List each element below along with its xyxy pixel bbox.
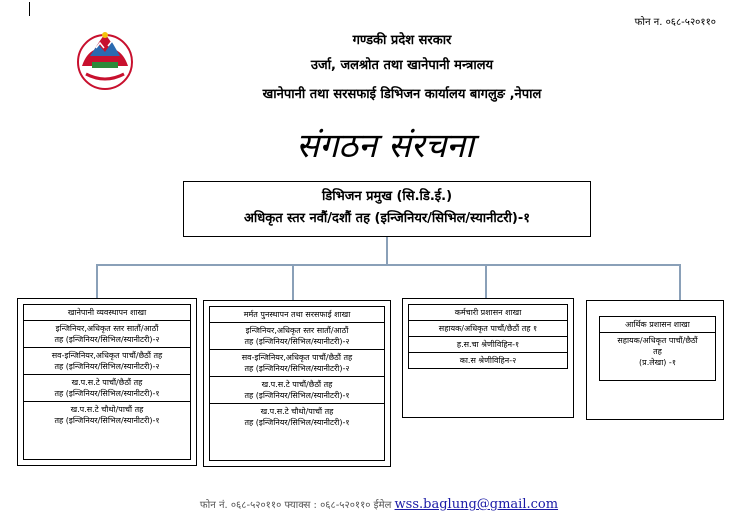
- unit-cell: इन्जिनियर,अधिकृत स्तर सातौं/आठौं तह (इन्जिनियर/सिभिल/स्यानीटरी)-२: [24, 321, 190, 348]
- head-box-line-2: अधिकृत स्तर नवौं/दशौं तह (इन्जिनियर/सिभिल/स्यानीटरी)-१: [243, 211, 531, 226]
- footer: [0, 497, 732, 512]
- connector-drop-3: [485, 264, 487, 299]
- footer-contact-text: फोन नं. ०६८-५२०११० फ्याक्स : ०६८-५२०११० ईमेल: [199, 500, 392, 511]
- unit-cell: सहायक/अधिकृत पाचौं/छैठौं तह (प्र.लेखा) -१: [617, 336, 698, 367]
- unit-staff-administration: [402, 298, 574, 418]
- header-line-1: गण्डकी प्रदेश सरकार: [352, 33, 452, 48]
- unit-title: कर्मचारी प्रशासन शाखा: [409, 305, 567, 321]
- connector-vertical-main: [386, 237, 388, 265]
- header-phone: फोन न. ०६८-५२०११०: [634, 17, 716, 28]
- unit-cell: सहायक/अधिकृत पाचौं/छैठौं तह १: [409, 321, 567, 337]
- unit-cell: सव-इन्जिनियर,अधिकृत पाचौं/छैठौं तह तह (इन्जिनियर/सिभिल/स्यानीटरी)-२: [210, 350, 384, 377]
- unit-cell: इन्जिनियर,अधिकृत स्तर सातौं/आठौं तह (इन्जिनियर/सिभिल/स्यानीटरी)-२: [210, 323, 384, 350]
- unit-maintenance-sanitation: [203, 300, 391, 467]
- unit-water-supply-management: [17, 298, 197, 466]
- connector-drop-2: [292, 264, 294, 301]
- unit-title: मर्मत पुनस्थापन तथा सरसफाई शाखा: [210, 307, 384, 323]
- unit-cell: ख.प.स.टे पाचौं/छैठौं तह तह (इन्जिनियर/सिभिल/स्यानीटरी)-१: [24, 375, 190, 402]
- connector-horizontal: [96, 264, 681, 266]
- header-line-3: खानेपानी तथा सरसफाई डिभिजन कार्यालय बागलुङ ,नेपाल: [262, 87, 542, 102]
- footer-email-link[interactable]: wss.baglung@gmail.com: [394, 497, 559, 512]
- header-line-2: उर्जा, जलश्रोत तथा खानेपानी मन्त्रालय: [310, 58, 494, 73]
- unit-title: आर्थिक प्रशासन शाखा: [600, 317, 715, 333]
- connector-drop-1: [96, 264, 98, 299]
- unit-cell: ख.प.स.टे पाचौं/छैठौं तह तह (इन्जिनियर/सिभिल/स्यानीटरी)-१: [210, 377, 384, 404]
- connector-drop-4: [679, 264, 681, 300]
- unit-cell: ह.स.चा श्रेणीविहिन-१: [409, 337, 567, 353]
- text-cursor: [29, 2, 30, 16]
- unit-cell: सव-इन्जिनियर,अधिकृत पाचौं/छैठौं तह तह (इन्जिनियर/सिभिल/स्यानीटरी)-२: [24, 348, 190, 375]
- unit-title: खानेपानी व्यवस्थापन शाखा: [24, 305, 190, 321]
- page-title: संगठन संरचना: [296, 126, 474, 166]
- unit-cell: ख.प.स.टे चौथो/पाचौं तह तह (इन्जिनियर/सिभिल/स्यानीटरी)-१: [244, 407, 350, 427]
- unit-financial-administration: [586, 300, 724, 420]
- unit-cell: का.स श्रेणीविहिन-२: [459, 356, 517, 365]
- unit-cell: ख.प.स.टे चौथो/पाचौं तह तह (इन्जिनियर/सिभिल/स्यानीटरी)-१: [54, 405, 160, 425]
- head-box-line-1: डिभिजन प्रमुख (सि.डि.ई.): [321, 189, 453, 204]
- division-chief-box: [183, 181, 591, 237]
